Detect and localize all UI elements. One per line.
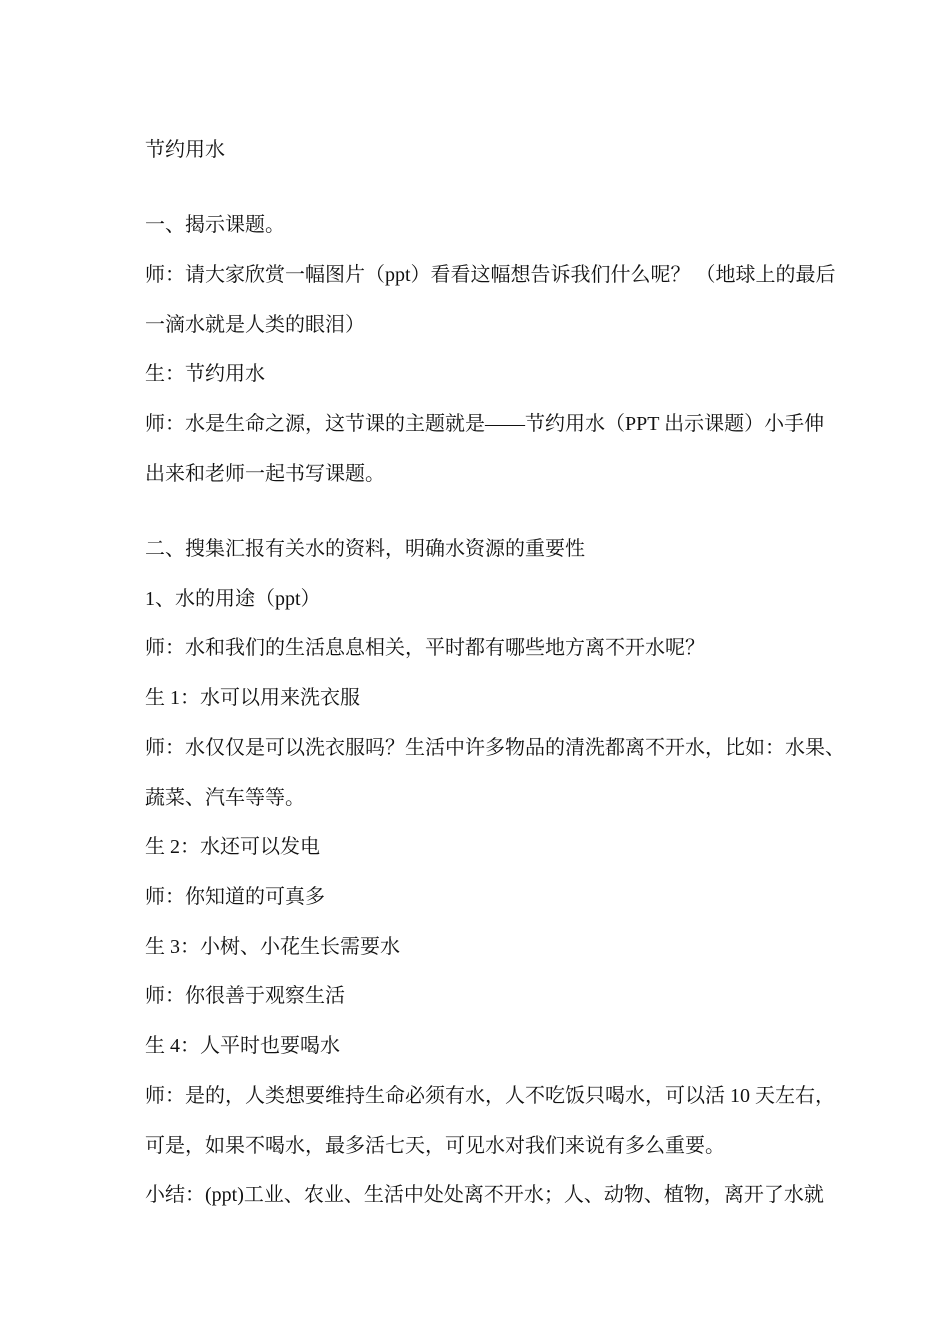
paragraph-line: 师：是的，人类想要维持生命必须有水，人不吃饭只喝水，可以活 10 天左右， — [145, 1085, 835, 1107]
paragraph-line: 蔬菜、汽车等等。 — [145, 787, 305, 809]
paragraph-line: 可是，如果不喝水，最多活七天，可见水对我们来说有多么重要。 — [145, 1135, 725, 1157]
paragraph-line: 师：你很善于观察生活 — [145, 985, 345, 1007]
paragraph-line: 生 4：人平时也要喝水 — [145, 1035, 340, 1057]
paragraph-line: 小结：(ppt)工业、农业、生活中处处离不开水；人、动物、植物，离开了水就 — [145, 1184, 824, 1206]
section-heading: 二、搜集汇报有关水的资料，明确水资源的重要性 — [145, 538, 585, 560]
paragraph-line: 出来和老师一起书写课题。 — [145, 463, 385, 485]
paragraph-line: 师：你知道的可真多 — [145, 886, 325, 908]
paragraph-line: 1、水的用途（ppt） — [145, 588, 321, 610]
paragraph-line: 师：水仅仅是可以洗衣服吗？生活中许多物品的清洗都离不开水，比如：水果、 — [145, 737, 845, 759]
paragraph-line: 师：水和我们的生活息息相关，平时都有哪些地方离不开水呢？ — [145, 637, 705, 659]
paragraph-line: 一滴水就是人类的眼泪） — [145, 314, 365, 336]
paragraph-line: 生 3：小树、小花生长需要水 — [145, 936, 400, 958]
paragraph-line: 师：请大家欣赏一幅图片（ppt）看看这幅想告诉我们什么呢？ （地球上的最后 — [145, 264, 836, 286]
document-title: 节约用水 — [145, 139, 225, 161]
paragraph-line: 师：水是生命之源，这节课的主题就是——节约用水（PPT 出示课题）小手伸 — [145, 413, 825, 435]
section-heading: 一、揭示课题。 — [145, 214, 285, 236]
paragraph-line: 生：节约用水 — [145, 363, 265, 385]
paragraph-line: 生 2：水还可以发电 — [145, 836, 320, 858]
paragraph-line: 生 1：水可以用来洗衣服 — [145, 687, 360, 709]
